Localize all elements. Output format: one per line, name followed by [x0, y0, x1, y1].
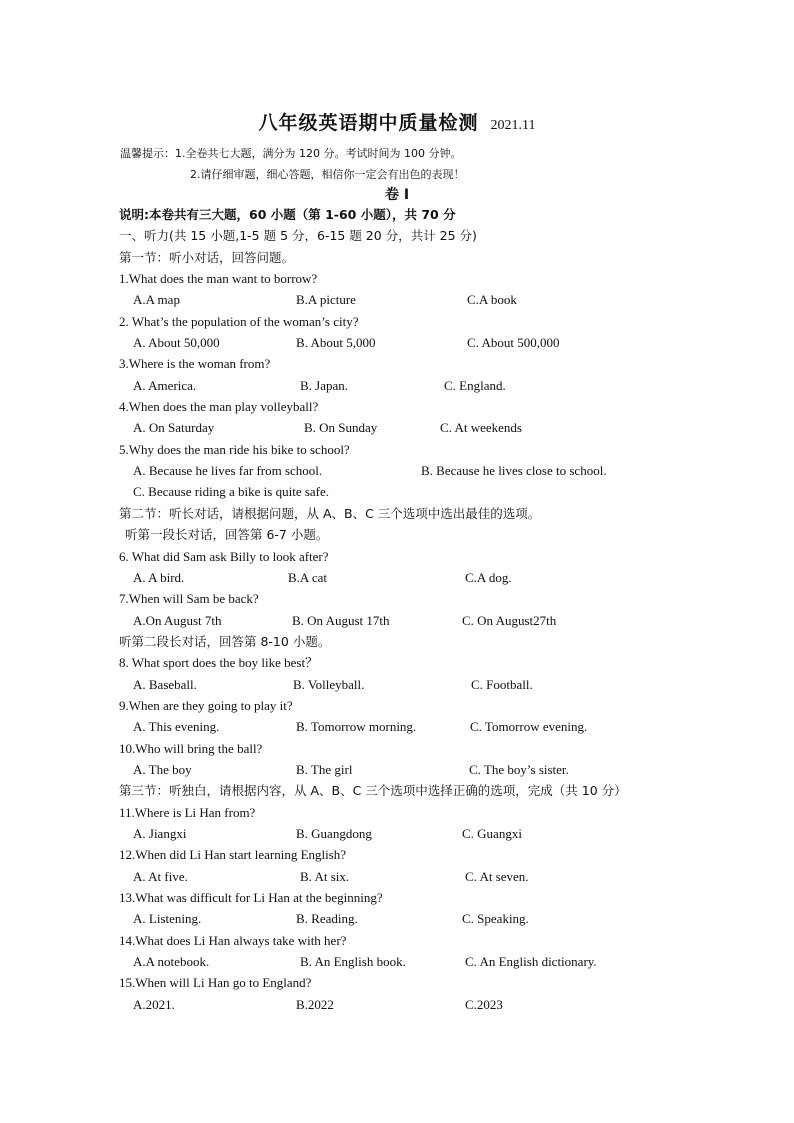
page-title: 八年级英语期中质量检测 [258, 112, 479, 134]
section-heading: 第三节：听独白，请根据内容，从 A、B、C 三个选项中选择正确的选项，完成（共 10 分） [119, 783, 627, 799]
option-b: B.A cat [288, 569, 327, 585]
option-c: C. The boy’s sister. [469, 761, 569, 777]
question-stem: 2. What’s the population of the woman’s city? [119, 313, 359, 329]
question-options [119, 823, 739, 844]
question-options [119, 417, 739, 438]
option-b: B. On August 17th [292, 612, 390, 628]
explain-line: 说明:本卷共有三大题，60 小题（第 1-60 小题），共 70 分 [119, 207, 456, 222]
option-b: B. At six. [300, 868, 350, 884]
part-heading: 一、听力(共 15 小题,1-5 题 5 分，6-15 题 20 分，共计 25 分) [119, 228, 477, 244]
tips-block [120, 143, 465, 185]
option-a: A. On Saturday [133, 420, 215, 436]
question-options [119, 567, 739, 588]
option-a: A. Baseball. [133, 676, 197, 692]
option-c: C. Guangxi [462, 825, 522, 841]
option-b: B. Japan. [300, 377, 349, 393]
question-options [119, 332, 739, 353]
option-b: B. About 5,000 [296, 335, 376, 351]
option-a: A.2021. [133, 996, 175, 1012]
question-options [119, 289, 739, 310]
option-a: A. Because he lives far from school. [133, 463, 323, 479]
option-c: C. Football. [471, 676, 533, 692]
question-stem: 1.What does the man want to borrow? [119, 271, 318, 287]
option-a: A. America. [133, 377, 197, 393]
question-stem: 6. What did Sam ask Billy to look after? [119, 548, 329, 564]
question-options [119, 866, 739, 887]
option-a: A. A bird. [133, 569, 185, 585]
option-a: A.On August 7th [133, 612, 222, 628]
option-b: B. Because he lives close to school. [421, 463, 607, 479]
title-row [0, 108, 794, 135]
option-a: A. Jiangxi [133, 825, 187, 841]
option-c: C. About 500,000 [467, 335, 560, 351]
question-options [119, 994, 739, 1015]
question-stem: 15.When will Li Han go to England? [119, 975, 312, 991]
option-b: B. Reading. [296, 911, 358, 927]
option-c: C. England. [444, 377, 506, 393]
question-stem: 7.When will Sam be back? [119, 591, 259, 607]
option-b: B. An English book. [300, 954, 406, 970]
option-b: B. On Sunday [304, 420, 378, 436]
option-b: B. Tomorrow morning. [296, 719, 417, 735]
question-options [119, 759, 739, 780]
option-a: A. This evening. [133, 719, 220, 735]
question-stem: 13.What was difficult for Li Han at the beginning? [119, 890, 383, 905]
question-stem: 14.What does Li Han always take with her? [119, 932, 347, 948]
question-list [119, 204, 739, 1015]
question-stem: 4.When does the man play volleyball? [119, 399, 319, 415]
question-options [119, 481, 739, 502]
question-stem: 11.Where is Li Han from? [119, 804, 256, 820]
option-c: C. Tomorrow evening. [470, 719, 588, 735]
option-a: A. About 50,000 [133, 335, 220, 351]
option-c: C.2023 [465, 996, 503, 1012]
option-b: B.A picture [296, 292, 356, 308]
option-a: A. Listening. [133, 911, 202, 927]
question-stem: 5.Why does the man ride his bike to school? [119, 441, 350, 457]
option-b: B.2022 [296, 996, 334, 1012]
question-options [119, 610, 739, 631]
question-options [119, 908, 739, 929]
tip-line-1: 温馨提示：1.全卷共七大题，满分为 120 分。考试时间为 100 分钟。 [120, 147, 462, 160]
option-c: C. Because riding a bike is quite safe. [133, 484, 330, 500]
question-stem: 3.Where is the woman from? [119, 356, 271, 372]
option-c: C.A dog. [465, 569, 512, 585]
option-a: A. At five. [133, 868, 188, 884]
option-a: A.A notebook. [133, 954, 210, 970]
question-stem: 10.Who will bring the ball? [119, 740, 263, 756]
tip-line-2: 2.请仔细审题，细心答题，相信你一定会有出色的表现！ [190, 168, 465, 181]
option-b: B. The girl [296, 761, 353, 777]
option-c: C. On August27th [462, 612, 557, 628]
question-stem: 9.When are they going to play it? [119, 697, 293, 713]
option-c: C. At weekends [440, 420, 522, 436]
question-stem: 12.When did Li Han start learning English? [119, 847, 347, 863]
question-options [119, 951, 739, 972]
question-options [119, 460, 739, 481]
question-stem: 8. What sport does the boy like best？ [119, 655, 319, 671]
option-b: B. Volleyball. [293, 676, 365, 692]
option-c: C. At seven. [465, 868, 529, 884]
question-options [119, 375, 739, 396]
section-heading: 第一节：听小对话，回答问题。 [119, 249, 295, 265]
sub-heading: 听第二段长对话，回答第 8-10 小题。 [119, 633, 331, 649]
exam-date: 2021.11 [490, 118, 536, 133]
option-b: B. Guangdong [296, 825, 372, 841]
option-c: C. Speaking. [462, 911, 529, 927]
volume-heading: 卷 Ⅰ [384, 187, 410, 203]
option-c: C. An English dictionary. [465, 954, 597, 970]
question-options [119, 674, 739, 695]
option-c: C.A book [467, 292, 517, 308]
option-a: A.A map [133, 292, 180, 308]
question-options [119, 716, 739, 737]
section-heading: 第二节：听长对话，请根据问题，从 A、B、C 三个选项中选出最佳的选项。 [119, 505, 541, 521]
option-a: A. The boy [133, 761, 192, 777]
sub-heading: 听第一段长对话，回答第 6-7 小题。 [125, 527, 329, 543]
